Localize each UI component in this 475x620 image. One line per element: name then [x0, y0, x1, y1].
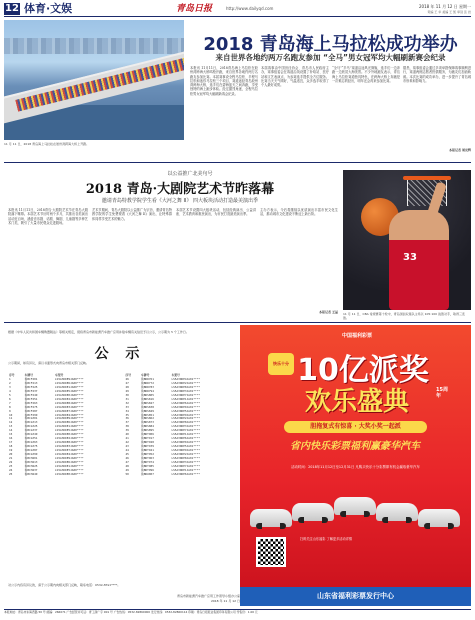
table-cell: 45	[125, 452, 129, 457]
table-cell: 鲁BDS884	[141, 424, 154, 429]
city-skyline	[4, 38, 184, 54]
table-cell: 46	[125, 456, 129, 461]
table-cell: 鲁BCF225	[24, 384, 38, 389]
table-cell: 25	[9, 471, 13, 476]
table-cell: LS5A3DDE2JA01****	[171, 380, 201, 385]
section-divider-1	[4, 162, 471, 163]
table-cell: 鲁BCF299	[24, 412, 38, 417]
table-cell: LS5A3DDE3JA01****	[171, 388, 201, 393]
col-header-plate: 车牌号	[24, 373, 33, 377]
table-cell: LS5A3DDE0JA01****	[171, 404, 201, 409]
table-cell: 20	[9, 452, 13, 457]
table-cell: 8	[9, 404, 11, 409]
table-cell: LS5A3DDE9JA01****	[171, 412, 201, 417]
player	[389, 210, 449, 310]
table-cell: LS5A3DDE5JA01****	[171, 408, 201, 413]
table-cell: 鲁BCH437	[24, 467, 38, 472]
basketball-photo	[343, 170, 471, 310]
table-cell: LS5A3DDE8JA00****	[54, 400, 84, 405]
table-cell: 鲁BCF251	[24, 396, 38, 401]
table-cell: 32	[125, 400, 129, 405]
table-cell: 鲁BCH425	[24, 463, 38, 468]
table-cell: 鲁BDS805	[141, 392, 154, 397]
prize-car-3	[334, 497, 376, 515]
ad-headline-1: 10亿派奖	[297, 353, 429, 388]
table-cell: 鲁BDT928	[141, 440, 154, 445]
table-cell: 30	[125, 392, 129, 397]
basketball-caption: 11 月 11 日，CBA 常规赛第十轮中，青岛国信双星队主场以 105:100 战胜对手，取得三连胜。	[343, 312, 466, 320]
marathon-photo	[4, 20, 184, 140]
theatre-column-2: 艺术节期间，青岛大剧院以公益推广为宗旨，邀请青岛特教学院的学生免费观看《大河之舞 II》演出，让特殊群体同样享受艺术的魅力。	[92, 208, 172, 221]
table-cell: 4	[9, 388, 11, 393]
table-cell: LS5A3DDE1JA00****	[54, 463, 84, 468]
table-cell: 49	[125, 467, 129, 472]
table-cell: 22	[9, 459, 13, 464]
table-cell: 鲁BCF201	[24, 376, 38, 381]
table-cell: 11	[9, 416, 13, 421]
table-cell: 23	[9, 463, 13, 468]
section-divider-2	[4, 322, 471, 323]
table-cell: 鲁BDT906	[141, 432, 154, 437]
table-cell: LS5A3DDE7JA00****	[54, 408, 84, 413]
table-cell: LS5A3DDE2JA00****	[54, 396, 84, 401]
editor-credits: 责编 王 华 美编 王 凯 审读 张 岩	[427, 10, 471, 14]
table-cell: 鲁BDS862	[141, 416, 154, 421]
table-cell: 5	[9, 392, 11, 397]
table-cell: LS5A3DDE2JA01****	[171, 416, 201, 421]
table-cell: LS5A3DDE1JA00****	[54, 384, 84, 389]
table-cell: LS5A3DDE9JA00****	[54, 376, 84, 381]
theatre-byline: 本报记者 王晶	[318, 310, 338, 314]
table-cell: 37	[125, 420, 129, 425]
table-cell: 鲁BCH401	[24, 456, 38, 461]
ad-headline-2: 欢乐盛典	[304, 387, 409, 417]
qr-code[interactable]	[256, 537, 286, 567]
table-row	[8, 473, 233, 477]
table-cell: LS5A3DDE7JA01****	[171, 392, 201, 397]
table-cell: 鲁BDS895	[141, 428, 154, 433]
table-cell: 鲁BDS816	[141, 396, 154, 401]
site-url[interactable]: http://www.dailyqd.com	[226, 6, 274, 11]
table-cell: 鲁BDT952	[141, 452, 154, 457]
table-cell: 鲁BCG313	[24, 420, 38, 425]
table-cell: 鲁BDR761	[141, 376, 154, 381]
table-cell: LS5A3DDE4JA01****	[171, 376, 201, 381]
col-header-vin-2: 车架号	[171, 373, 180, 377]
table-cell: 10	[9, 412, 13, 417]
col-header-index-2: 序号	[125, 373, 132, 377]
table-cell: 42	[125, 440, 129, 445]
table-cell: LS5A3DDE6JA00****	[54, 459, 84, 464]
table-cell: 鲁BCF237	[24, 388, 38, 393]
theatre-column-1: 本报讯 11月11日，2018青岛·大剧院艺术节在青岛大剧院落下帷幕。本届艺术节历时两个多月，共推出各类演出活动近百场，涵盖音乐剧、话剧、舞剧、儿童剧等多种艺术门类，吸引了大量市民观众走进剧场。	[8, 208, 88, 225]
col-header-plate-2: 车牌号	[141, 373, 150, 377]
prize-car-2	[292, 503, 334, 521]
page-number: 12	[5, 3, 19, 14]
table-cell: 18	[9, 444, 13, 449]
notice-title: 公 示	[94, 346, 146, 362]
masthead	[4, 3, 471, 17]
table-cell: LS5A3DDE0JA00****	[54, 392, 84, 397]
theatre-column-3: 本届艺术节设置四大板块活动，包括经典演出、公益讲座、艺术教育和惠民演出，为市民打造最美演出季。	[176, 208, 256, 217]
table-cell: 鲁BCG349	[24, 432, 38, 437]
prize-car-4	[376, 503, 418, 521]
table-cell: LS5A3DDE5JA00****	[54, 467, 84, 472]
table-cell: 13	[9, 424, 13, 429]
anniversary-tag: 15周年	[436, 387, 448, 399]
table-cell: 36	[125, 416, 129, 421]
table-cell: 鲁BDT941	[141, 448, 154, 453]
marathon-column-2: 本届赛事由中国田径协会、青岛市人民政府主办，赛事组委会在赛道沿线设置了补给站、医疗站和文艺表演点，为参赛选手提供全方位服务。比赛当天天气晴好，气温适宜，众多选手取得了个人最好成绩。	[261, 66, 329, 88]
table-cell: LS5A3DDE0JA00****	[54, 471, 84, 476]
marathon-subhead: 来自世界各地约两万名跑友参加 “全马”男女冠军均大幅刷新赛会纪录	[215, 53, 446, 62]
vehicle-list-table	[8, 374, 233, 477]
ad-rules: 活动时间：2018年11月12日至12月31日 凡购买快乐十分彩票即有机会赢取豪华汽车	[291, 465, 420, 469]
table-cell: LS5A3DDE5JA01****	[171, 444, 201, 449]
table-cell: LS5A3DDE8JA01****	[171, 384, 201, 389]
table-cell: LS5A3DDE3JA01****	[171, 424, 201, 429]
theatre-kicker: 以公益推广北美句号	[167, 171, 213, 177]
table-cell: LS5A3DDE8JA01****	[171, 456, 201, 461]
table-cell: LS5A3DDE7JA00****	[54, 448, 84, 453]
table-cell: 鲁BCF213	[24, 380, 38, 385]
table-cell: 鲁BCG363	[24, 440, 38, 445]
table-cell: 40	[125, 432, 129, 437]
notice-intro: 根据《中华人民共和国车辆购置税法》等相关规定，现将青岛市新能源汽车推广应用补贴车辆有关信息予以公示，公示期为 5 个工作日。	[8, 330, 189, 334]
table-cell: 2	[9, 380, 11, 385]
table-cell: 16	[9, 436, 13, 441]
col-header-index: 序号	[9, 373, 15, 377]
table-cell: 9	[9, 408, 11, 413]
table-cell: 33	[125, 404, 129, 409]
table-cell: 48	[125, 463, 129, 468]
prize-car-5	[418, 509, 460, 527]
table-cell: 39	[125, 428, 129, 433]
table-cell: 鲁BCF249	[24, 392, 38, 397]
marathon-column-4: 据悉，赛事组委会通过多项举措保障赛事顺利进行，赛道两侧志愿者热情服务，为跑友们加油助威。本次比赛的成功举办，进一步提升了青岛城市形象和影响力。	[403, 66, 471, 83]
table-cell: LS5A3DDE4JA00****	[54, 412, 84, 417]
table-cell: LS5A3DDE5JA00****	[54, 388, 84, 393]
table-cell: LS5A3DDE7JA01****	[171, 463, 201, 468]
notice-table	[8, 374, 233, 477]
table-cell: 鲁BDT963	[141, 456, 154, 461]
prize-cars	[250, 495, 461, 531]
table-cell: 鲁BDR772	[141, 380, 154, 385]
table-cell: 41	[125, 436, 129, 441]
table-cell: LS5A3DDE0JA00****	[54, 432, 84, 437]
table-cell: 1	[9, 376, 11, 381]
theatre-subhead: 邀请青岛特教学院学生看《大河之舞 II》 四大板块活动打造最美演出季	[101, 198, 259, 204]
table-cell: LS5A3DDE2JA00****	[54, 436, 84, 441]
table-cell: 鲁BDT996	[141, 467, 154, 472]
table-cell: 鲁BDR794	[141, 388, 154, 393]
table-cell: 鲁BDS873	[141, 420, 154, 425]
newspaper-logo: 青岛日报	[176, 4, 213, 14]
table-cell: 17	[9, 440, 13, 445]
jersey-number: 33	[403, 252, 417, 263]
table-cell: 鲁BCG387	[24, 448, 38, 453]
ad-ribbon: 胆拖复式有惊喜 · 大奖小奖一起派	[284, 421, 427, 433]
table-cell: LS5A3DDE0JA01****	[171, 440, 201, 445]
table-cell: 26	[125, 376, 129, 381]
table-cell: LS5A3DDE6JA00****	[54, 380, 84, 385]
table-cell: 鲁BDR783	[141, 384, 154, 389]
table-cell: LS5A3DDE9JA01****	[171, 448, 201, 453]
table-cell: LS5A3DDE9JA00****	[54, 416, 84, 421]
table-cell: 38	[125, 424, 129, 429]
table-cell: 50	[125, 471, 129, 476]
table-cell: 24	[9, 467, 13, 472]
table-cell: LS5A3DDE3JA01****	[171, 459, 201, 464]
table-cell: 鲁BCF263	[24, 400, 38, 405]
table-cell: 44	[125, 448, 129, 453]
table-cell: 鲁BDS838	[141, 404, 154, 409]
table-cell: 鲁BCG351	[24, 436, 38, 441]
table-cell: LS5A3DDE1JA00****	[54, 424, 84, 429]
col-header-vin: 车架号	[54, 373, 64, 377]
table-cell: LS5A3DDE9JA00****	[54, 456, 84, 461]
table-cell: 鲁BDS851	[141, 412, 154, 417]
table-cell: 鲁BCG301	[24, 416, 38, 421]
table-cell: 鲁BCG375	[24, 444, 38, 449]
table-cell: LS5A3DDE5JA00****	[54, 428, 84, 433]
table-cell: 28	[125, 384, 129, 389]
table-cell: LS5A3DDE3JA00****	[54, 444, 84, 449]
issue-date: 2018 年 11 月 12 日 星期一	[419, 4, 471, 9]
table-cell: 27	[125, 380, 129, 385]
table-cell: 鲁BDT939	[141, 444, 154, 449]
lottery-logo: 中国福利彩票	[341, 333, 372, 339]
table-cell: 47	[125, 459, 129, 464]
table-cell: LS5A3DDE8JA01****	[171, 420, 201, 425]
theatre-column-4: 主办方表示，今后将继续以优质演出丰富市民文化生活，推动城市文化建设不断迈上新台阶。	[260, 208, 338, 217]
table-cell: 鲁BDS849	[141, 408, 154, 413]
table-cell: 鲁BCG325	[24, 424, 38, 429]
lottery-badge: 快乐十分	[268, 353, 294, 375]
table-cell: 鲁BDT985	[141, 463, 154, 468]
table-cell: 鲁BCG337	[24, 428, 38, 433]
ad-slogan: 省内快乐彩票福利赢豪华汽车	[290, 441, 420, 452]
table-cell: LS5A3DDE6JA01****	[171, 436, 201, 441]
table-cell: 鲁BCF287	[24, 408, 38, 413]
table-cell: LS5A3DDE6JA01****	[171, 471, 201, 476]
notice-footer: 对公示内容有异议的，请于公示期内向相关部门反映，联系电话：0532-8591****。	[8, 583, 121, 587]
section-title: 体育·文娱	[24, 2, 73, 15]
notice-subtext: 公示期间，如有异议，请以书面形式向青岛市相关部门反映。	[8, 361, 90, 365]
table-cell: LS5A3DDE8JA00****	[54, 440, 84, 445]
table-cell: 6	[9, 396, 11, 401]
table-cell: 鲁BCF275	[24, 404, 38, 409]
marathon-photo-caption: 11 月 11 日，2018 青岛海上马拉松在胶州湾跨海大桥上开跑。	[4, 142, 90, 146]
table-gap-cell	[116, 473, 124, 477]
notice-sign-date: 2018 年 11 月 12 日	[210, 599, 240, 603]
table-cell: 31	[125, 396, 129, 401]
ad-footer: 山东省福利彩票发行中心	[240, 587, 471, 606]
marathon-headline: 2018 青岛海上马拉松成功举办	[203, 34, 458, 55]
table-cell: 鲁BDU007	[141, 471, 154, 476]
table-cell: 34	[125, 408, 129, 413]
table-cell: LS5A3DDE3JA00****	[54, 404, 84, 409]
table-cell: 35	[125, 412, 129, 417]
table-cell: 19	[9, 448, 13, 453]
table-cell: 7	[9, 400, 11, 405]
table-cell: 21	[9, 456, 13, 461]
table-cell: LS5A3DDE4JA00****	[54, 452, 84, 457]
table-cell: 鲁BDS827	[141, 400, 154, 405]
table-cell: 鲁BCH449	[24, 471, 38, 476]
table-cell: 29	[125, 388, 129, 393]
theatre-headline: 2018 青岛·大剧院艺术节昨落幕	[85, 182, 275, 197]
table-cell: LS5A3DDE6JA00****	[54, 420, 84, 425]
table-cell: 43	[125, 444, 129, 449]
marathon-byline: 本报记者 周光辉	[448, 148, 471, 152]
table-cell: LS5A3DDE7JA01****	[171, 428, 201, 433]
table-cell: 鲁BDT974	[141, 459, 154, 464]
publication-info-bar: 本报地址：青岛市东海西路 50 号 邮编：266071 广告经营许可证：青工商广字 001 号 广告热线：0532-82860000 发行热线：0532-82860114 印刷：青岛日报报业集团印务有限公司 零售价：1.00 元	[4, 609, 471, 619]
table-cell: LS5A3DDE6JA01****	[171, 400, 201, 405]
table-cell: 鲁BDT917	[141, 436, 154, 441]
table-cell: 3	[9, 384, 11, 389]
notice-sign-org: 青岛市新能源汽车推广应用工作领导小组办公室	[176, 594, 240, 598]
table-cell: LS5A3DDE1JA01****	[171, 467, 201, 472]
table-cell: LS5A3DDE1JA01****	[171, 396, 201, 401]
marathon-column-3: “全马”“半马”赛道沿途风光旖旎，选手们一边奔跑一边欣赏大海美景。不少外地跑友表示，青岛海上马拉松赛道独具特色，在跨海大桥上奔跑是一次难忘的经历，明年还会再来参加比赛。	[332, 66, 400, 83]
table-cell: 12	[9, 420, 13, 425]
qr-text: 扫码关注山东福彩 了解更多活动详情	[300, 537, 353, 541]
table-cell: 鲁BCG399	[24, 452, 38, 457]
prize-car-1	[250, 509, 292, 527]
marathon-column-1: 本报讯 11月11日，2018青岛海上马拉松在胶州湾跨海大桥鸣枪开跑，来自世界各地约两万名跑友参加比赛。本届赛事设全程马拉松、半程马拉松和迷你马拉松三个项目，赛道途经青岛胶州湾跨海大桥，选手们在碧海蓝天之间奔跑，享受独特的海上跑步体验。经过激烈角逐，全程马拉松男女冠军均大幅刷新赛会纪录。	[190, 66, 258, 96]
table-cell: LS5A3DDE1JA01****	[171, 432, 201, 437]
table-cell: 鲁BCH413	[24, 459, 38, 464]
lottery-advertisement[interactable]	[240, 325, 471, 606]
table-cell: LS5A3DDE2JA01****	[171, 452, 201, 457]
table-cell: 14	[9, 428, 13, 433]
table-cell: 15	[9, 432, 13, 437]
table-body	[8, 378, 233, 477]
